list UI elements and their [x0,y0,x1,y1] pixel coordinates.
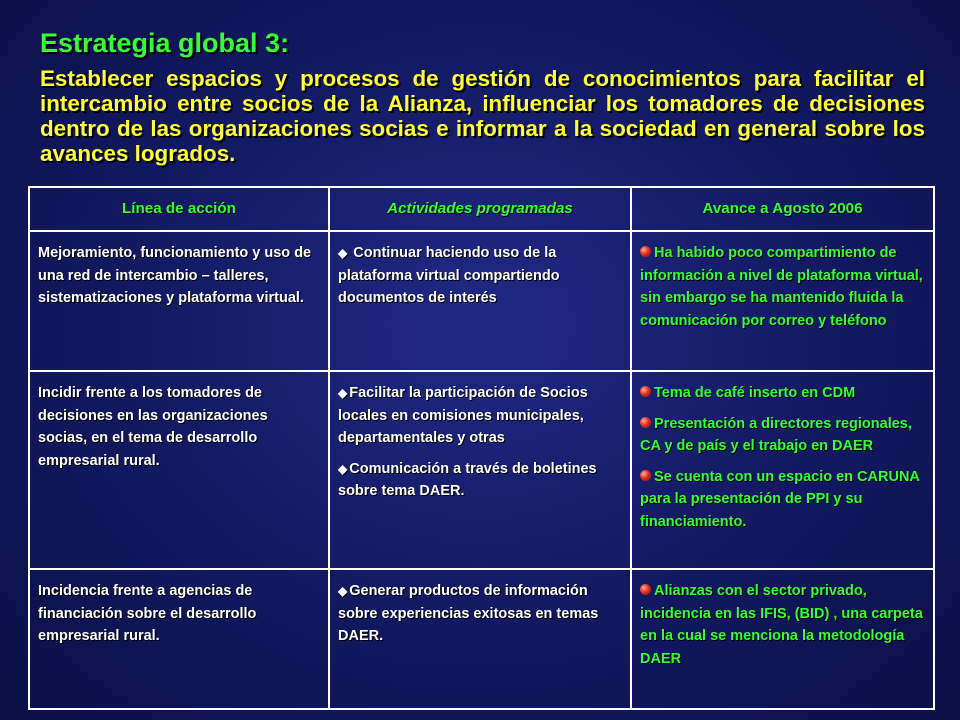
activities-cell [329,231,631,371]
diamond-bullet-icon: ◆ [338,386,348,400]
activity-text: Comunicación a través de boletines sobre tema DAER. [338,460,597,499]
slide-subtitle: Establecer espacios y procesos de gestión de conocimientos para facilitar el intercambio entre socios de la Alianza, influenciar los tomadores de decisiones dentro de las organizaciones socias e informar a la sociedad en general sobre los avances logrados. [40,66,925,166]
progress-text: Alianzas con el sector privado, incidencia en las IFIS, (BID) , una carpeta en la cual se menciona la metodología DAER [640,583,923,667]
diamond-bullet-icon: ◆ [338,584,348,598]
progress-item [640,466,925,534]
progress-text: Ha habido poco compartimiento de información a nivel de plataforma virtual, sin embargo se ha mantenido fluida la comunicación por correo y teléfono [640,245,923,329]
header-linea-accion: Línea de acción [29,187,329,231]
red-ball-bullet-icon [640,417,651,428]
red-ball-bullet-icon [640,246,651,257]
progress-text: Presentación a directores regionales, CA y de país y el trabajo en DAER [640,415,912,454]
table-row [29,231,934,371]
progress-item [640,580,925,670]
activity-text: Facilitar la participación de Socios locales en comisiones municipales, departamentales y otras [338,385,588,446]
progress-item [640,382,925,405]
activity-item [338,242,622,310]
progress-cell [631,371,934,569]
header-actividades: Actividades programadas [329,187,631,231]
strategy-table [28,186,935,710]
activity-text: Continuar haciendo uso de la plataforma virtual compartiendo documentos de interés [338,245,560,306]
activity-item [338,580,622,648]
activity-text: Generar productos de información sobre experiencias exitosas en temas DAER. [338,583,599,644]
diamond-bullet-icon: ◆ [338,461,348,476]
red-ball-bullet-icon [640,470,651,481]
progress-text: Se cuenta con un espacio en CARUNA para la presentación de PPI y su financiamiento. [640,468,920,530]
red-ball-bullet-icon [640,386,651,397]
line-of-action-cell: Mejoramiento, funcionamiento y uso de una red de intercambio – talleres, sistematizaciones y plataforma virtual. [29,231,329,371]
slide-title: Estrategia global 3: [40,28,290,58]
table-row [29,371,934,569]
line-of-action-cell: Incidir frente a los tomadores de decisiones en las organizaciones socias, en el tema de desarrollo empresarial rural. [29,371,329,569]
progress-cell [631,231,934,371]
table-row [29,569,934,709]
header-avance: Avance a Agosto 2006 [631,187,934,231]
activity-item [338,458,622,503]
activity-item [338,382,622,450]
progress-text: Tema de café inserto en CDM [654,385,856,401]
progress-item [640,242,925,332]
progress-cell [631,569,934,709]
line-of-action-cell: Incidencia frente a agencias de financiación sobre el desarrollo empresarial rural. [29,569,329,709]
activities-cell [329,569,631,709]
diamond-bullet-icon: ◆ [338,246,348,260]
activities-cell [329,371,631,569]
red-ball-bullet-icon [640,584,651,595]
progress-item [640,413,925,458]
table-header-row [29,187,934,231]
